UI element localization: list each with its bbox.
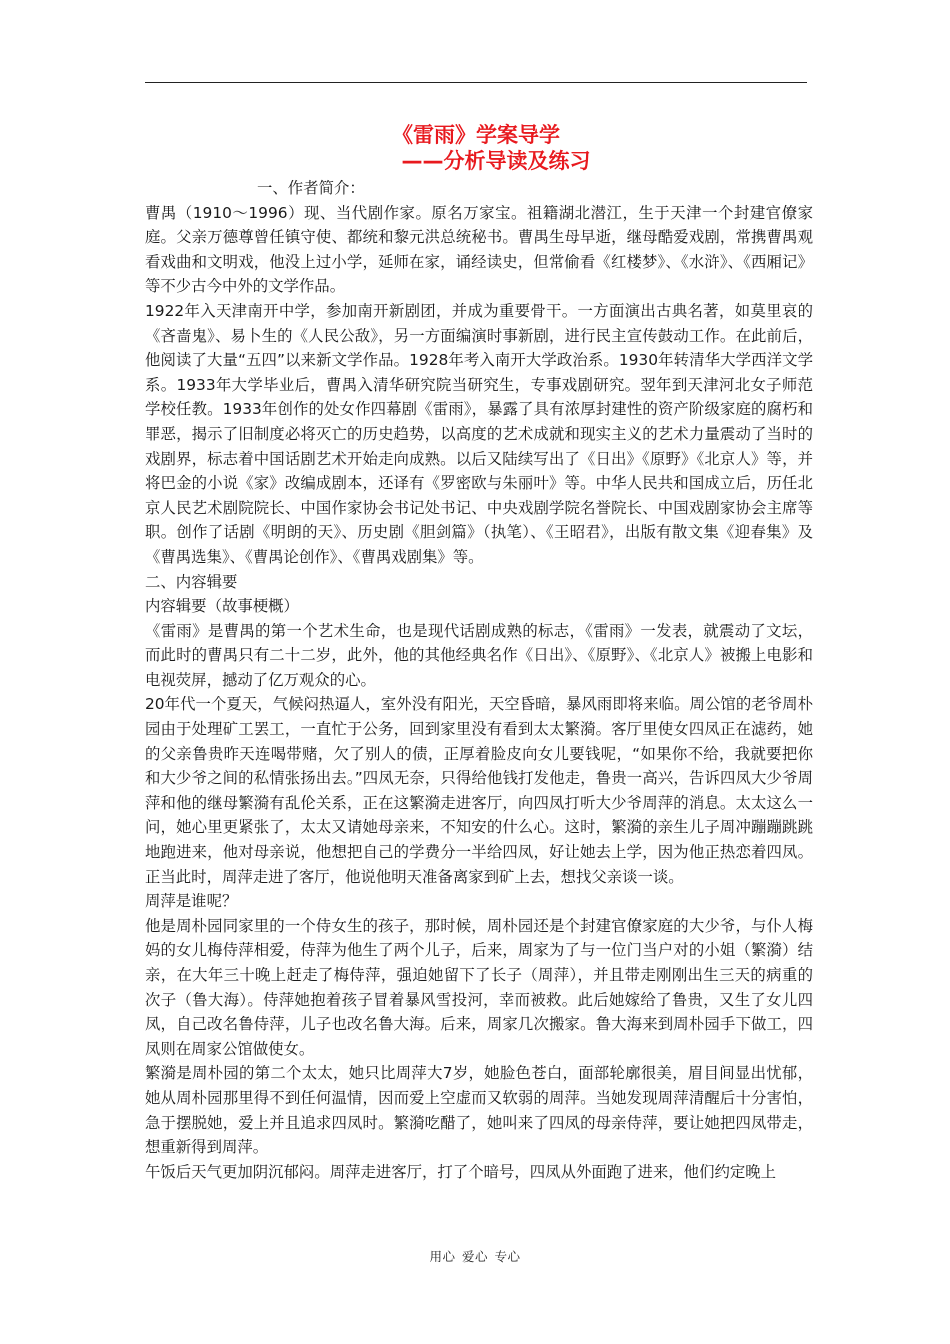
header-rule [145,82,807,83]
content-paragraph: 《雷雨》是曹禺的第一个艺术生命，也是现代话剧成熟的标志，《雷雨》一发表，就震动了文坛，而此时的曹禺只有二十二岁，此外，他的其他经典名作《日出》、《原野》、《北京人》被搬上电影和电视荧屏，撼动了亿万观众的心。 [145,621,813,689]
content-paragraph: 午饭后天气更加阴沉郁闷。周萍走进客厅，打了个暗号，四凤从外面跑了进来，他们约定晚上 [145,1162,777,1181]
author-paragraph: 1922年入天津南开中学，参加南开新剧团，并成为重要骨干。一方面演出古典名著，如莫里哀的《吝啬鬼》、易卜生的《人民公敌》，另一方面编演时事新剧，进行民主宣传鼓动工作。在此前后，他阅读了大量“五四”以来新文学作品。1928年考入南开大学政治系。1930年转清华大学西洋文学系。1933年大学毕业后，曹禺入清华研究院当研究生，专事戏剧研究。翌年到天津河北女子师范学校任教。1933年创作的处女作四幕剧《雷雨》，暴露了具有浓厚封建性的资产阶级家庭的腐朽和罪恶，揭示了旧制度必将灭亡的历史趋势，以高度的艺术成就和现实主义的艺术力量震动了当时的戏剧界，标志着中国话剧艺术开始走向成熟。以后又陆续写出了《日出》《原野》《北京人》等，并将巴金的小说《家》改编成剧本，还译有《罗密欧与朱丽叶》等。中华人民共和国成立后，历任北京人民艺术剧院院长、中国作家协会书记处书记、中央戏剧学院名誉院长、中国戏剧家协会主席等职。创作了话剧《明朗的天》、历史剧《胆剑篇》（执笔）、《王昭君》，出版有散文集《迎春集》及《曹禺选集》、《曹禺论创作》、《曹禺戏剧集》等。 [145,301,813,566]
document-body [145,176,813,1184]
content-subheading: 内容辑要（故事梗概） [145,597,299,616]
page-footer: 用心 爱心 专心 [429,1249,521,1264]
content-heading: 二、内容辑要 [145,572,238,591]
content-question: 周萍是谁呢？ [145,892,238,911]
author-paragraph: 曹禺（1910～1996）现、当代剧作家。原名万家宝。祖籍湖北潜江，生于天津一个封建官僚家庭。父亲万德尊曾任镇守使、都统和黎元洪总统秘书。曹禺生母早逝，继母酷爱戏剧，常携曹禺观看戏曲和文明戏，他没上过小学，延师在家，诵经读史，但常偷看《红楼梦》、《水浒》、《西厢记》等不少古今中外的文学作品。 [145,203,813,296]
content-paragraph: 20年代一个夏天，气候闷热逼人，室外没有阳光，天空昏暗，暴风雨即将来临。周公馆的老爷周朴园由于处理矿工罢工，一直忙于公务，回到家里没有看到太太繁漪。客厅里使女四凤正在滤药，她的父亲鲁贵昨天连喝带赌，欠了别人的债，正厚着脸皮向女儿要钱呢，“如果你不给，我就要把你和大少爷之间的私情张扬出去。”四凤无奈，只得给他钱打发他走，鲁贵一高兴，告诉四凤大少爷周萍和他的继母繁漪有乱伦关系，正在这繁漪走进客厅，向四凤打听大少爷周萍的消息。太太这么一问，她心里更紧张了，太太又请她母亲来，不知安的什么心。这时，繁漪的亲生儿子周冲蹦蹦跳跳地跑进来，他对母亲说，他想把自己的学费分一半给四凤，好让她去上学，因为他正热恋着四凤。正当此时，周萍走进了客厅，他说他明天准备离家到矿上去，想找父亲谈一谈。 [145,695,813,886]
document-title [145,122,807,174]
content-paragraph: 他是周朴园同家里的一个侍女生的孩子，那时候，周朴园还是个封建官僚家庭的大少爷，与仆人梅妈的女儿梅侍萍相爱，侍萍为他生了两个儿子，后来，周家为了与一位门当户对的小姐（繁漪）结亲，在大年三十晚上赶走了梅侍萍，强迫她留下了长子（周萍），并且带走刚刚出生三天的病重的次子（鲁大海）。侍萍她抱着孩子冒着暴风雪投河，幸而被救。此后她嫁给了鲁贵，又生了女儿四凤，自己改名鲁侍萍，儿子也改名鲁大海。后来，周家几次搬家。鲁大海来到周朴园手下做工，四凤则在周家公馆做使女。 [145,916,813,1058]
author-heading: 一、作者简介： [257,179,365,197]
content-paragraph: 繁漪是周朴园的第二个太太，她只比周萍大7岁，她脸色苍白，面部轮廓很美，眉目间显出忧郁，她从周朴园那里得不到任何温情，因而爱上空虚而又软弱的周萍。当她发现周萍清醒后十分害怕，急于摆脱她，爱上并且追求四凤时。繁漪吃醋了，她叫来了四凤的母亲侍萍，要让她把四凤带走，想重新得到周萍。 [145,1064,813,1157]
title-main: 《雷雨》学案导学 [392,123,560,147]
title-subtitle: ——分析导读及练习 [401,149,591,173]
